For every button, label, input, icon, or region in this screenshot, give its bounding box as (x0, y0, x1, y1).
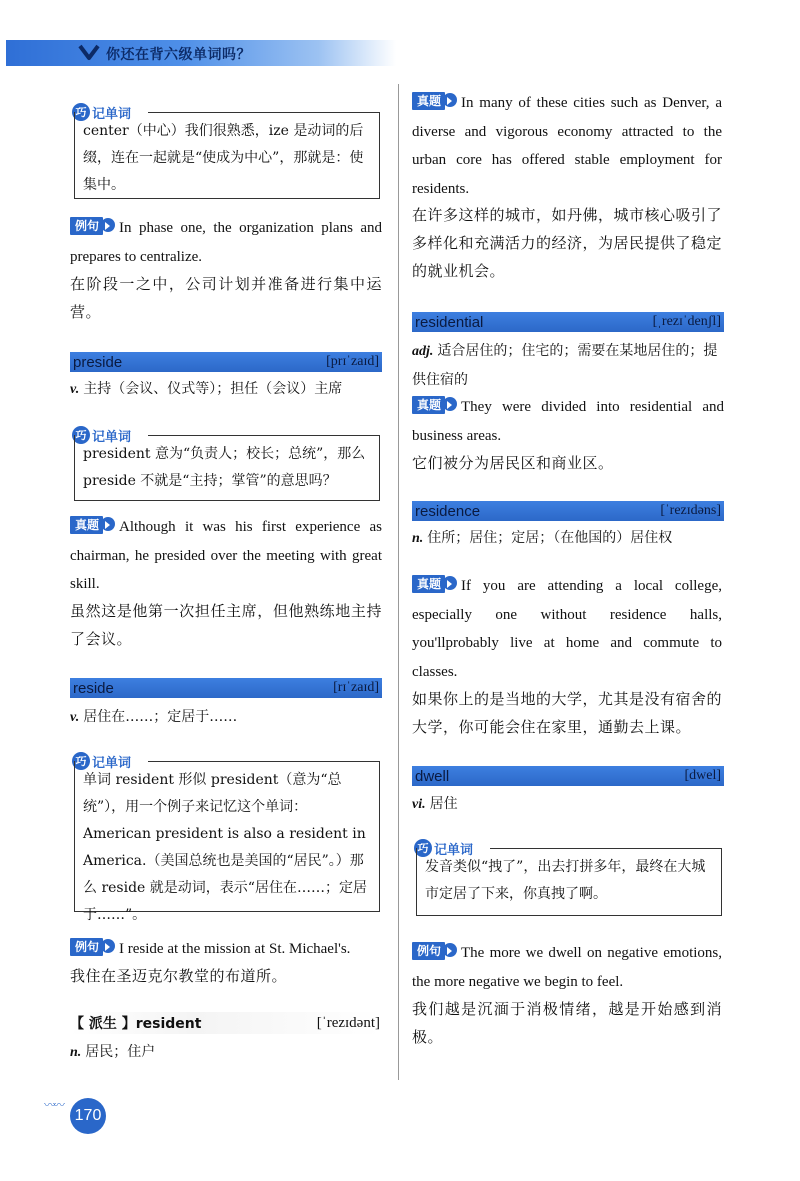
chevron-down-icon (78, 43, 100, 63)
definition (412, 524, 724, 553)
example-en: I reside at the mission at St. Michael's. (119, 941, 351, 957)
example-en: The more we dwell on negative emotions, the more negative we begin to feel. (412, 945, 722, 990)
part-of-speech: n. (70, 1045, 82, 1060)
page-number: 170 (70, 1098, 106, 1134)
example-zh: 我们越是沉湎于消极情绪，越是开始感到消极。 (412, 1000, 722, 1046)
word-bar-reside (70, 678, 382, 698)
tip-text: president 意为“负责人；校长；总统”，那么 preside 不就是“主持；掌管”的意思吗？ (83, 446, 366, 489)
definition-text: 适合居住的；住宅的；需要在某地居住的；提供住宿的 (412, 343, 718, 388)
phonetic: [ˈrezɪdənt] (316, 1014, 380, 1031)
real-exam-sentence (412, 572, 722, 686)
tip-box-2 (74, 435, 380, 501)
definition (412, 337, 724, 394)
part-of-speech: v. (70, 710, 80, 725)
example-tag: 例句 (70, 217, 103, 235)
birds-icon: 〰〰 (44, 1098, 63, 1112)
word-bar-preside (70, 352, 382, 372)
phonetic: [rɪˈzaɪd] (333, 680, 379, 695)
definition-text: 住所；居住；定居；（在他国的）居住权 (427, 530, 673, 546)
example-sentence (70, 935, 382, 964)
real-exam-tag: 真题 (412, 92, 445, 110)
tip-text: center（中心）我们很熟悉，ize 是动词的后缀，连在一起就是“使成为中心”，那就是：使集中。 (83, 123, 364, 193)
definition-text: 居住 (429, 796, 458, 812)
derivative-bar (70, 1012, 380, 1034)
column-divider (398, 84, 399, 1080)
example-sentence (412, 939, 722, 996)
real-exam-zh: 如果你上的是当地的大学，尤其是没有宿舍的大学，你可能会住在家里，通勤去上课。 (412, 690, 723, 736)
header-title: 你还在背六级单词吗？ (106, 47, 251, 63)
tip-label-text: 记单词 (92, 429, 132, 445)
tip-label-text: 记单词 (92, 755, 132, 771)
tip-icon: 巧 (72, 426, 90, 444)
derive-label: 【 派生 】 (70, 1016, 136, 1032)
real-exam-zh: 它们被分为居民区和商业区。 (412, 454, 614, 472)
tip-icon: 巧 (414, 839, 432, 857)
definition (412, 790, 724, 819)
definition-text: 主持（会议、仪式等）；担任（会议）主席 (83, 381, 343, 397)
tip-icon: 巧 (72, 103, 90, 121)
real-exam-sentence (412, 393, 724, 450)
headword: preside (73, 353, 123, 371)
header-band (6, 40, 396, 66)
definition (70, 703, 382, 732)
word-bar-dwell (412, 766, 724, 786)
headword: reside (73, 679, 114, 697)
example-tag: 例句 (412, 942, 445, 960)
tip-box-4 (416, 848, 722, 916)
definition-text: 居民；住户 (85, 1044, 156, 1060)
headword: residential (415, 313, 484, 331)
real-exam-zh: 在许多这样的城市，如丹佛，城市核心吸引了多样化和充满活力的经济，为居民提供了稳定的就业机会。 (412, 206, 723, 280)
real-exam-tag: 真题 (70, 516, 103, 534)
phonetic: [dwel] (684, 768, 721, 783)
part-of-speech: vi. (412, 797, 426, 812)
definition (70, 1038, 382, 1067)
real-exam-tag: 真题 (412, 575, 445, 593)
tip-text: 发音类似“拽了”，出去打拼多年，最终在大城市定居了下来，你真拽了啊。 (425, 859, 706, 902)
tip-icon: 巧 (72, 752, 90, 770)
tip-label-text: 记单词 (434, 842, 474, 858)
real-exam-en: Although it was his first experience as chairman, he presided over the meeting with great skill. (70, 519, 382, 592)
real-exam-sentence (70, 513, 382, 599)
part-of-speech: n. (412, 531, 424, 546)
tip-box-1 (74, 112, 380, 199)
phonetic: [prɪˈzaɪd] (326, 354, 379, 369)
tip-text: 单词 resident 形似 president（意为“总统”），用一个例子来记忆这个单词：American president is also a resident in America.（美国总统也是美国的“居民”。）那么 reside 就是动词，表示“居住在……；定居于……”。 (83, 772, 367, 923)
definition (70, 375, 382, 404)
word-bar-residential (412, 312, 724, 332)
headword: dwell (415, 767, 450, 785)
headword: residence (415, 502, 481, 520)
real-exam-en: If you are attending a local college, especially one without residence halls, you'llprobably live at home and commute to classes. (412, 578, 722, 680)
definition-text: 居住在……；定居于…… (83, 709, 238, 725)
real-exam-tag: 真题 (412, 396, 445, 414)
part-of-speech: adj. (412, 344, 434, 359)
real-exam-en: They were divided into residential and business areas. (412, 399, 724, 444)
tip-label-text: 记单词 (92, 106, 132, 122)
part-of-speech: v. (70, 382, 80, 397)
derive-word: resident (135, 1016, 202, 1032)
example-zh: 在阶段一之中，公司计划并准备进行集中运营。 (70, 275, 382, 321)
real-exam-sentence (412, 89, 722, 203)
example-en: In phase one, the organization plans and prepares to centralize. (70, 220, 382, 265)
example-tag: 例句 (70, 938, 103, 956)
derivative-label-group (70, 1013, 201, 1033)
example-zh: 我住在圣迈克尔教堂的布道所。 (70, 967, 288, 985)
tip-box-3 (74, 761, 380, 923)
phonetic: [ˌrezɪˈdenʃl] (652, 314, 721, 329)
real-exam-zh: 虽然这是他第一次担任主席，但他熟练地主持了会议。 (70, 602, 382, 648)
word-bar-residence (412, 501, 724, 521)
phonetic: [ˈrezɪdəns] (660, 503, 721, 518)
real-exam-en: In many of these cities such as Denver, a diverse and vigorous economy attracted to the urban core has offered stable employment for residents. (412, 95, 722, 197)
example-sentence (70, 214, 382, 271)
